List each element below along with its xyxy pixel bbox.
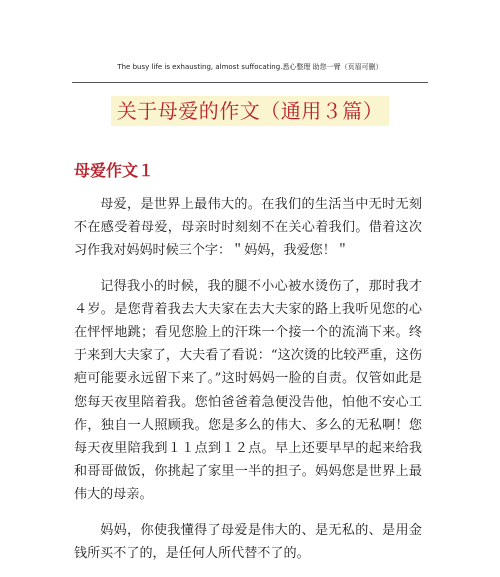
document-title	[0, 96, 500, 126]
header-divider	[72, 82, 428, 83]
article-body	[74, 193, 422, 577]
paragraph: 记得我小的时候，我的腿不小心被水烫伤了，那时我才４岁。是您背着我去大夫家在去大夫家的路上我听见您的心在怦怦地跳；看见您脸上的汗珠一个接一个的流淌下来。终于来到大夫家了，大夫看了看说：“这次烫的比较严重，这伤疤可能要永远留下来了。”这时妈妈一脸的自责。仅管如此是您每天夜里陪着我。您怕爸爸着急便没告他，怕他不安心工作，独自一人照顾我。您是多么的伟大、多么的无私啊！您每天夜里陪我到１１点到１２点。早上还要早早的起来给我和哥哥做饭，你挑起了家里一半的担子。妈妈您是世界上最伟大的母亲。	[74, 278, 422, 503]
section-heading: 母爱作文１	[74, 161, 155, 180]
paragraph: 妈妈，你使我懂得了母爱是伟大的、是无私的、是用金钱所买不了的，是任何人所代替不了的。	[74, 522, 422, 561]
paragraph: 母爱，是世界上最伟大的。在我们的生活当中无时无刻不在感受着母爱，母亲时时刻刻不在关心着我们。借着这次习作我对妈妈时候三个字：＂妈妈，我爱您！＂	[74, 197, 422, 259]
page-header: The busy life is exhausting, almost suffocating.悉心整理 助您一臂（页眉可删）	[117, 63, 383, 71]
document-title-text: 关于母爱的作文（通用３篇）	[111, 96, 390, 126]
